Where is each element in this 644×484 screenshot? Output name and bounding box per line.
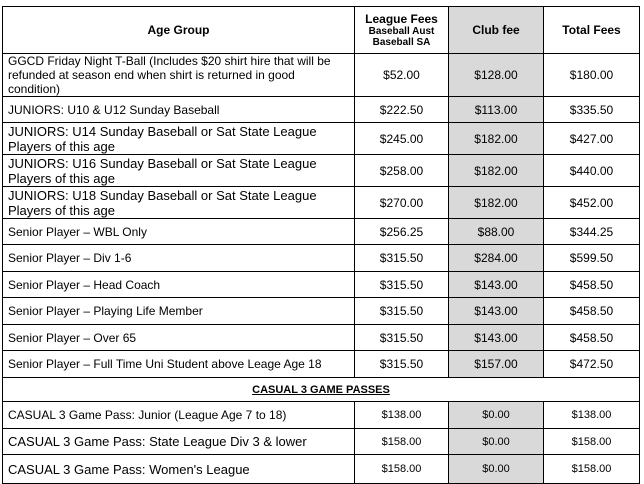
club-fee-header: Club fee — [449, 7, 544, 54]
league-fee-cell: $256.25 — [355, 219, 449, 245]
table-row — [3, 272, 640, 298]
row-label: Senior Player – Full Time Uni Student above Leage Age 18 — [3, 351, 355, 378]
total-fee-cell: $427.00 — [544, 123, 640, 155]
table-row — [3, 97, 640, 123]
league-fee-cell: $158.00 — [355, 429, 449, 455]
fees-table — [2, 6, 640, 484]
league-fees-title: League Fees — [365, 12, 438, 26]
row-label: Senior Player – WBL Only — [3, 219, 355, 245]
casual-section-title: CASUAL 3 GAME PASSES — [3, 378, 640, 402]
table-row — [3, 245, 640, 272]
row-label: Senior Player – Div 1-6 — [3, 245, 355, 272]
section-row — [3, 378, 640, 402]
total-fee-cell: $335.50 — [544, 97, 640, 123]
league-fee-cell: $158.00 — [355, 455, 449, 484]
row-label: JUNIORS: U14 Sunday Baseball or Sat State League Players of this age — [3, 123, 355, 155]
row-label: GGCD Friday Night T-Ball (Includes $20 shirt hire that will be refunded at season end when shirt is returned in good condition) — [3, 54, 355, 97]
club-fee-cell: $143.00 — [449, 325, 544, 351]
total-fee-cell: $440.00 — [544, 155, 640, 187]
league-fees-sub2: Baseball SA — [372, 37, 431, 48]
league-fee-cell: $315.50 — [355, 298, 449, 325]
table-row — [3, 187, 640, 219]
row-label: JUNIORS: U10 & U12 Sunday Baseball — [3, 97, 355, 123]
league-fees-header — [355, 7, 449, 54]
row-label: JUNIORS: U18 Sunday Baseball or Sat State League Players of this age — [3, 187, 355, 219]
row-label: JUNIORS: U16 Sunday Baseball or Sat State League Players of this age — [3, 155, 355, 187]
table-row — [3, 429, 640, 455]
total-fee-cell: $138.00 — [544, 402, 640, 429]
total-fees-header: Total Fees — [544, 7, 640, 54]
league-fee-cell: $245.00 — [355, 123, 449, 155]
club-fee-cell: $88.00 — [449, 219, 544, 245]
row-label: Senior Player – Over 65 — [3, 325, 355, 351]
row-label: CASUAL 3 Game Pass: State League Div 3 & lower — [3, 429, 355, 455]
total-fee-cell: $344.25 — [544, 219, 640, 245]
club-fee-cell: $128.00 — [449, 54, 544, 97]
total-fee-cell: $452.00 — [544, 187, 640, 219]
age-group-header: Age Group — [3, 7, 355, 54]
table-row — [3, 123, 640, 155]
club-fee-cell: $113.00 — [449, 97, 544, 123]
table-row — [3, 54, 640, 97]
club-fee-cell: $157.00 — [449, 351, 544, 378]
league-fee-cell: $52.00 — [355, 54, 449, 97]
table-row — [3, 402, 640, 429]
club-fee-cell: $182.00 — [449, 155, 544, 187]
club-fee-cell: $182.00 — [449, 187, 544, 219]
club-fee-cell: $182.00 — [449, 123, 544, 155]
row-label: CASUAL 3 Game Pass: Junior (League Age 7 to 18) — [3, 402, 355, 429]
club-fee-cell: $0.00 — [449, 402, 544, 429]
league-fee-cell: $138.00 — [355, 402, 449, 429]
row-label: CASUAL 3 Game Pass: Women's League — [3, 455, 355, 484]
total-fee-cell: $599.50 — [544, 245, 640, 272]
league-fees-sub1: Baseball Aust — [368, 26, 435, 37]
club-fee-cell: $284.00 — [449, 245, 544, 272]
league-fee-cell: $315.50 — [355, 325, 449, 351]
table-row — [3, 455, 640, 484]
league-fee-cell: $315.50 — [355, 245, 449, 272]
total-fee-cell: $472.50 — [544, 351, 640, 378]
league-fee-cell: $315.50 — [355, 272, 449, 298]
total-fee-cell: $158.00 — [544, 455, 640, 484]
row-label: Senior Player – Head Coach — [3, 272, 355, 298]
row-label: Senior Player – Playing Life Member — [3, 298, 355, 325]
total-fee-cell: $458.50 — [544, 272, 640, 298]
league-fee-cell: $315.50 — [355, 351, 449, 378]
total-fee-cell: $180.00 — [544, 54, 640, 97]
club-fee-cell: $0.00 — [449, 429, 544, 455]
club-fee-cell: $0.00 — [449, 455, 544, 484]
table-row — [3, 325, 640, 351]
table-row — [3, 298, 640, 325]
table-row — [3, 351, 640, 378]
total-fee-cell: $458.50 — [544, 298, 640, 325]
club-fee-cell: $143.00 — [449, 298, 544, 325]
league-fee-cell: $222.50 — [355, 97, 449, 123]
league-fee-cell: $258.00 — [355, 155, 449, 187]
header-row — [3, 7, 640, 54]
total-fee-cell: $158.00 — [544, 429, 640, 455]
table-row — [3, 219, 640, 245]
table-row — [3, 155, 640, 187]
league-fee-cell: $270.00 — [355, 187, 449, 219]
club-fee-cell: $143.00 — [449, 272, 544, 298]
total-fee-cell: $458.50 — [544, 325, 640, 351]
